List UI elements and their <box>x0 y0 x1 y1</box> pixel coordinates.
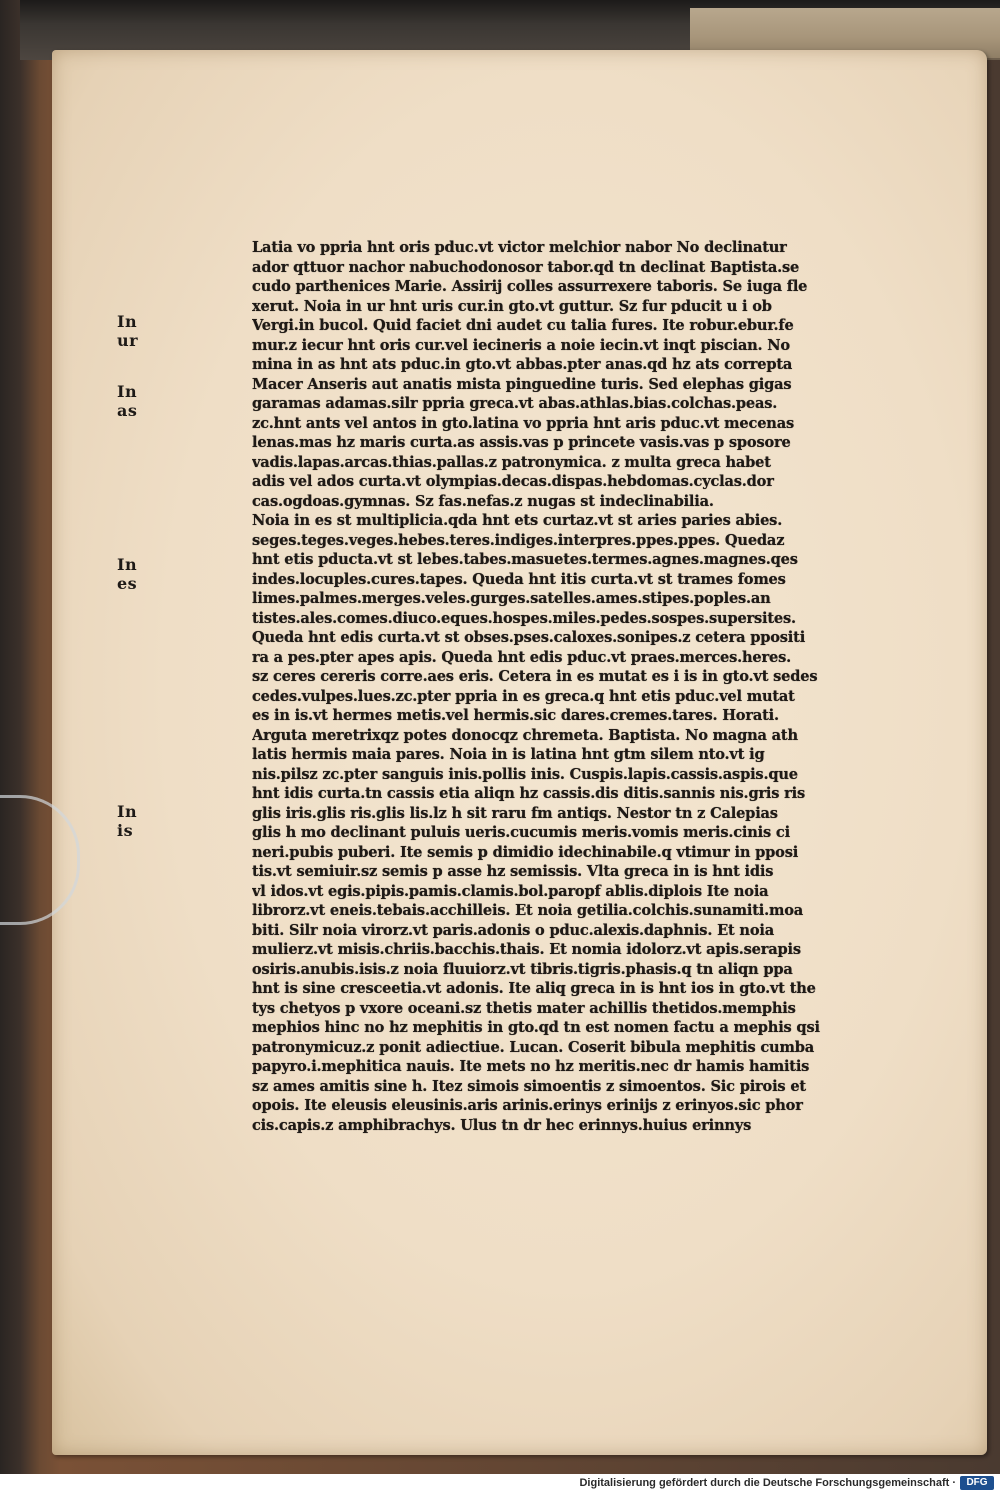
text-line: seges.teges.veges.hebes.teres.indiges.interpres.ppes.ppes. Quedaz <box>252 531 785 549</box>
text-line: nis.pilsz zc.pter sanguis inis.pollis inis. Cuspis.lapis.cassis.aspis.que <box>252 765 798 783</box>
text-line: xerut. Noia in ur hnt uris cur.in gto.vt guttur. Sz fur pducit u i ob <box>252 297 772 315</box>
text-line: mulierz.vt misis.chriis.bacchis.thais. Et nomia idolorz.vt apis.serapis <box>252 941 801 958</box>
text-line: Queda hnt edis curta.vt st obses.pses.caloxes.sonipes.z cetera ppositi <box>252 629 806 646</box>
text-line: papyro.i.mephitica nauis. Ite mets no hz meritis.nec dr hamis hamitis <box>252 1058 810 1075</box>
text-line: neri.pubis puberi. Ite semis p dimidio idechinabile.q vtimur in pposi <box>252 843 799 861</box>
text-line: Macer Anseris aut anatis mista pinguedine turis. Sed elephas gigas <box>252 375 792 393</box>
text-line: hnt is sine cresceetia.vt adonis. Ite aliq greca in is hnt ios in gto.vt the <box>252 980 816 997</box>
text-line: glis h mo declinant puluis ueris.cucumis meris.vomis meris.cinis ci <box>252 824 790 841</box>
text-line: es in is.vt hermes metis.vel hermis.sic dares.cremes.tares. Horati. <box>252 707 779 724</box>
text-line: tis.vt semiuir.sz semis p asse hz semissis. Vlta greca in is hnt idis <box>252 863 774 880</box>
text-line: glis iris.glis ris.glis lis.lz h sit raru fm antiqs. Nestor tn z Calepias <box>252 804 778 822</box>
text-line: vl idos.vt egis.pipis.pamis.clamis.bol.paropf ablis.diplois Ite noia <box>252 882 769 900</box>
text-line: cedes.vulpes.lues.zc.pter ppria in es greca.q hnt etis pduc.vel mutat <box>252 687 795 705</box>
text-line: mephios hinc no hz mephitis in gto.qd tn est nomen factu a mephis qsi <box>252 1019 820 1036</box>
text-line: indes.locuples.cures.tapes. Queda hnt itis curta.vt st trames fomes <box>252 570 786 588</box>
text-line: sz ceres cereris corre.aes eris. Cetera in es mutat es i is in gto.vt sedes <box>252 668 818 685</box>
footer-bar <box>0 1474 1000 1494</box>
text-line: cudo parthenices Marie. Assirij colles assurrexere taboris. Se iuga fle <box>252 278 808 295</box>
text-line: zc.hnt ants vel antos in gto.latina vo ppria hnt aris pduc.vt mecenas <box>252 414 794 432</box>
text-line: hnt idis curta.tn cassis etia aliqn hz cassis.dis ditis.sannis nis.gris ris <box>252 785 806 802</box>
dfg-logo[interactable]: DFG <box>960 1476 994 1490</box>
text-line: garamas adamas.silr ppria greca.vt abas.athlas.bias.colchas.peas. <box>252 395 778 412</box>
text-line: ra a pes.pter apes apis. Queda hnt edis pduc.vt praes.merces.heres. <box>252 648 791 666</box>
text-line: latis hermis maia pares. Noia in is latina hnt gtm silem nto.vt ig <box>252 746 765 763</box>
text-line: vadis.lapas.arcas.thias.pallas.z patronymica. z multa greca habet <box>252 453 771 471</box>
text-line: opois. Ite eleusis eleusinis.aris arinis.erinys erinijs z erinyos.sic phor <box>252 1097 803 1114</box>
text-line: Arguta meretrixqz potes donocqz chremeta. Baptista. No magna ath <box>252 726 798 744</box>
text-line: lenas.mas hz maris curta.as assis.vas p princete vasis.vas p sposore <box>252 434 791 451</box>
text-line: Vergi.in bucol. Quid faciet dni audet cu talia fures. Ite robur.ebur.fe <box>252 317 794 334</box>
text-line: Noia in es st multiplicia.qda hnt ets curtaz.vt st aries paries abies. <box>252 512 783 529</box>
text-line: adis vel ados curta.vt olympias.decas.dispas.hebdomas.cyclas.dor <box>252 473 774 490</box>
text-line: patronymicuz.z ponit adiectiue. Lucan. Coserit bibula mephitis cumba <box>252 1038 814 1056</box>
text-line: cas.ogdoas.gymnas. Sz fas.nefas.z nugas st indeclinabilia. <box>252 492 714 510</box>
text-line: librorz.vt eneis.tebais.acchilleis. Et noia getilia.colchis.sunamiti.moa <box>252 902 804 919</box>
text-line: tys chetyos p vxore oceani.sz thetis mater achillis thetidos.memphis <box>252 999 796 1017</box>
margin-note: In as <box>117 382 138 420</box>
main-text-block <box>252 238 846 1135</box>
text-line: osiris.anubis.isis.z noia fluuiorz.vt tibris.tigris.phasis.q tn aliqn ppa <box>252 960 793 978</box>
text-line: sz ames amitis sine h. Itez simois simoentis z simoentos. Sic pirois et <box>252 1077 806 1095</box>
text-line: cis.capis.z amphibrachys. Ulus tn dr hec erinnys.huius erinnys <box>252 1116 752 1134</box>
margin-note: In es <box>117 555 138 593</box>
text-line: biti. Silr noia virorz.vt paris.adonis o pduc.alexis.daphnis. Et noia <box>252 921 774 939</box>
text-line: ador qttuor nachor nabuchodonosor tabor.qd tn declinat Baptista.se <box>252 258 800 276</box>
text-line: tistes.ales.comes.diuco.eques.hospes.miles.pedes.sospes.supersites. <box>252 609 796 627</box>
margin-note: In ur <box>117 312 139 350</box>
text-line: mina in as hnt ats pduc.in gto.vt abbas.pter anas.qd hz ats correpta <box>252 356 793 373</box>
text-line: mur.z iecur hnt oris cur.vel iecineris a noie iecin.vt inqt piscian. No <box>252 336 790 354</box>
text-line: hnt etis pducta.vt st lebes.tabes.masuetes.termes.agnes.magnes.qes <box>252 551 798 568</box>
text-line: limes.palmes.merges.veles.gurges.satelles.ames.stipes.poples.an <box>252 590 771 607</box>
margin-note: In is <box>117 802 138 840</box>
text-line: Latia vo ppria hnt oris pduc.vt victor melchior nabor No declinatur <box>252 239 787 256</box>
funding-credit: Digitalisierung gefördert durch die Deutsche Forschungsgemeinschaft · <box>579 1477 956 1489</box>
